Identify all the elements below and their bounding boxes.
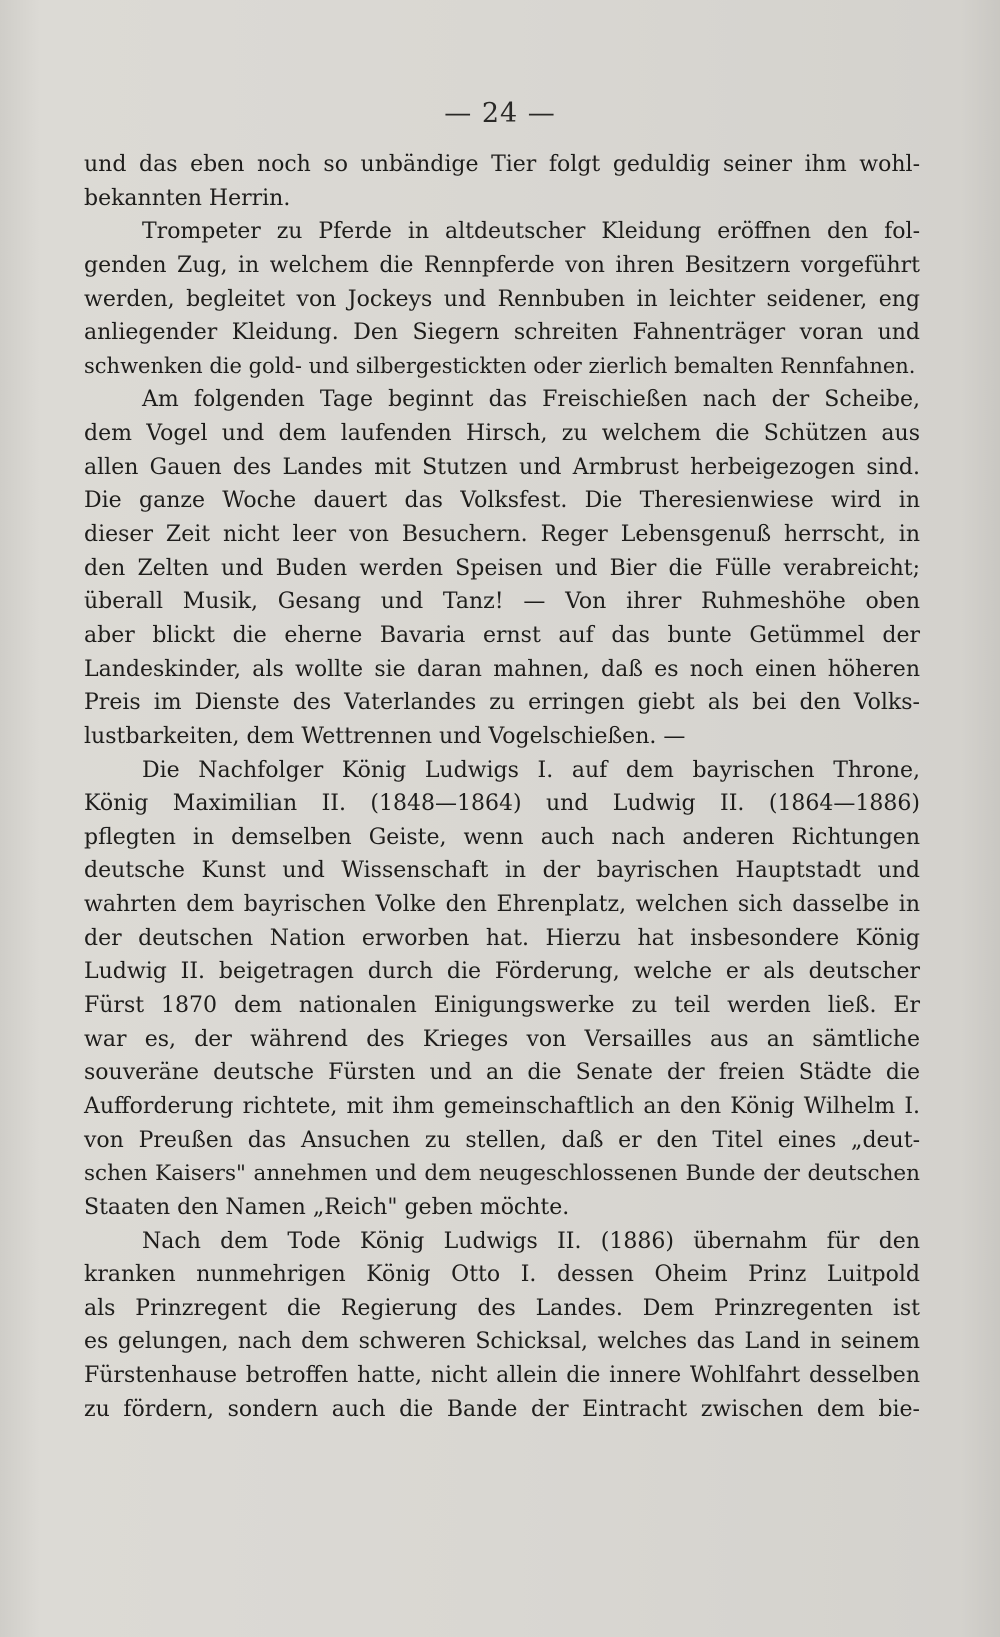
- paragraph-start-line: Trompeter zu Pferde in altdeutscher Kleidung eröffnen den fol-: [142, 219, 920, 245]
- text-line: Die ganze Woche dauert das Volksfest. Die Theresienwiese wird in: [84, 488, 920, 514]
- text-line: den Zelten und Buden werden Speisen und Bier die Fülle verabreicht;: [84, 555, 920, 581]
- text-line: und das eben noch so unbändige Tier folgt geduldig seiner ihm wohl-: [84, 152, 920, 177]
- text-line: von Preußen das Ansuchen zu stellen, daß er den Titel eines „deut-: [84, 1127, 920, 1153]
- text-line: pflegten in demselben Geiste, wenn auch nach anderen Richtungen: [84, 824, 920, 850]
- paragraph-start-line: Nach dem Tode König Ludwigs II. (1886) übernahm für den: [142, 1228, 920, 1254]
- text-line: Preis im Dienste des Vaterlandes zu erringen giebt als bei den Volks-: [84, 690, 920, 716]
- text-line: bekannten Herrin.: [84, 185, 291, 211]
- text-line: der deutschen Nation erworben hat. Hierzu hat insbesondere König: [84, 925, 920, 951]
- paragraph-start-line: Die Nachfolger König Ludwigs I. auf dem bayrischen Throne,: [142, 757, 920, 783]
- text-line: Fürst 1870 dem nationalen Einigungswerke zu teil werden ließ. Er: [84, 993, 920, 1019]
- text-line: Staaten den Namen „Reich" geben möchte.: [84, 1194, 570, 1220]
- text-line: war es, der während des Krieges von Versailles aus an sämtliche: [84, 1026, 920, 1052]
- text-line: Aufforderung richtete, mit ihm gemeinschaftlich an den König Wilhelm I.: [84, 1093, 920, 1119]
- text-line: König Maximilian II. (1848—1864) und Ludwig II. (1864—1886): [84, 791, 920, 817]
- text-line: genden Zug, in welchem die Rennpferde von ihren Besitzern vorgeführt: [84, 252, 920, 278]
- text-line: es gelungen, nach dem schweren Schicksal, welches das Land in seinem: [84, 1329, 920, 1355]
- text-line: aber blickt die eherne Bavaria ernst auf das bunte Getümmel der: [84, 622, 920, 648]
- text-line: wahrten dem bayrischen Volke den Ehrenplatz, welchen sich dasselbe in: [84, 892, 920, 918]
- text-line: werden, begleitet von Jockeys und Rennbuben in leichter seidener, eng: [84, 286, 920, 312]
- text-line: anliegender Kleidung. Den Siegern schreiten Fahnenträger voran und: [84, 320, 920, 346]
- text-line: dem Vogel und dem laufenden Hirsch, zu welchem die Schützen aus: [84, 421, 920, 447]
- body-text: [84, 148, 920, 1426]
- text-line: lustbarkeiten, dem Wettrennen und Vogelschießen. —: [84, 723, 686, 749]
- text-line: dieser Zeit nicht leer von Besuchern. Reger Lebensgenuß herrscht, in: [84, 522, 920, 548]
- text-line: schen Kaisers" annehmen und dem neugeschlossenen Bunde der deutschen: [84, 1161, 920, 1187]
- text-line: Ludwig II. beigetragen durch die Förderung, welche er als deutscher: [84, 959, 920, 985]
- text-line: schwenken die gold- und silbergestickten oder zierlich bemalten Rennfahnen.: [84, 353, 916, 378]
- text-line: Landeskinder, als wollte sie daran mahnen, daß es noch einen höheren: [84, 656, 920, 682]
- text-line: Fürstenhause betroffen hatte, nicht allein die innere Wohlfahrt desselben: [84, 1363, 920, 1389]
- text-line: als Prinzregent die Regierung des Landes. Dem Prinzregenten ist: [84, 1295, 920, 1321]
- text-line: allen Gauen des Landes mit Stutzen und Armbrust herbeigezogen sind.: [84, 454, 920, 480]
- text-line: kranken nunmehrigen König Otto I. dessen Oheim Prinz Luitpold: [84, 1262, 920, 1288]
- page-number: — 24 —: [444, 98, 556, 129]
- text-line: überall Musik, Gesang und Tanz! — Von ihrer Ruhmeshöhe oben: [84, 589, 920, 615]
- text-line: zu fördern, sondern auch die Bande der Eintracht zwischen dem bie-: [84, 1396, 920, 1422]
- text-line: deutsche Kunst und Wissenschaft in der bayrischen Hauptstadt und: [84, 858, 920, 884]
- text-line: souveräne deutsche Fürsten und an die Senate der freien Städte die: [84, 1060, 920, 1086]
- paragraph-start-line: Am folgenden Tage beginnt das Freischießen nach der Scheibe,: [142, 387, 920, 413]
